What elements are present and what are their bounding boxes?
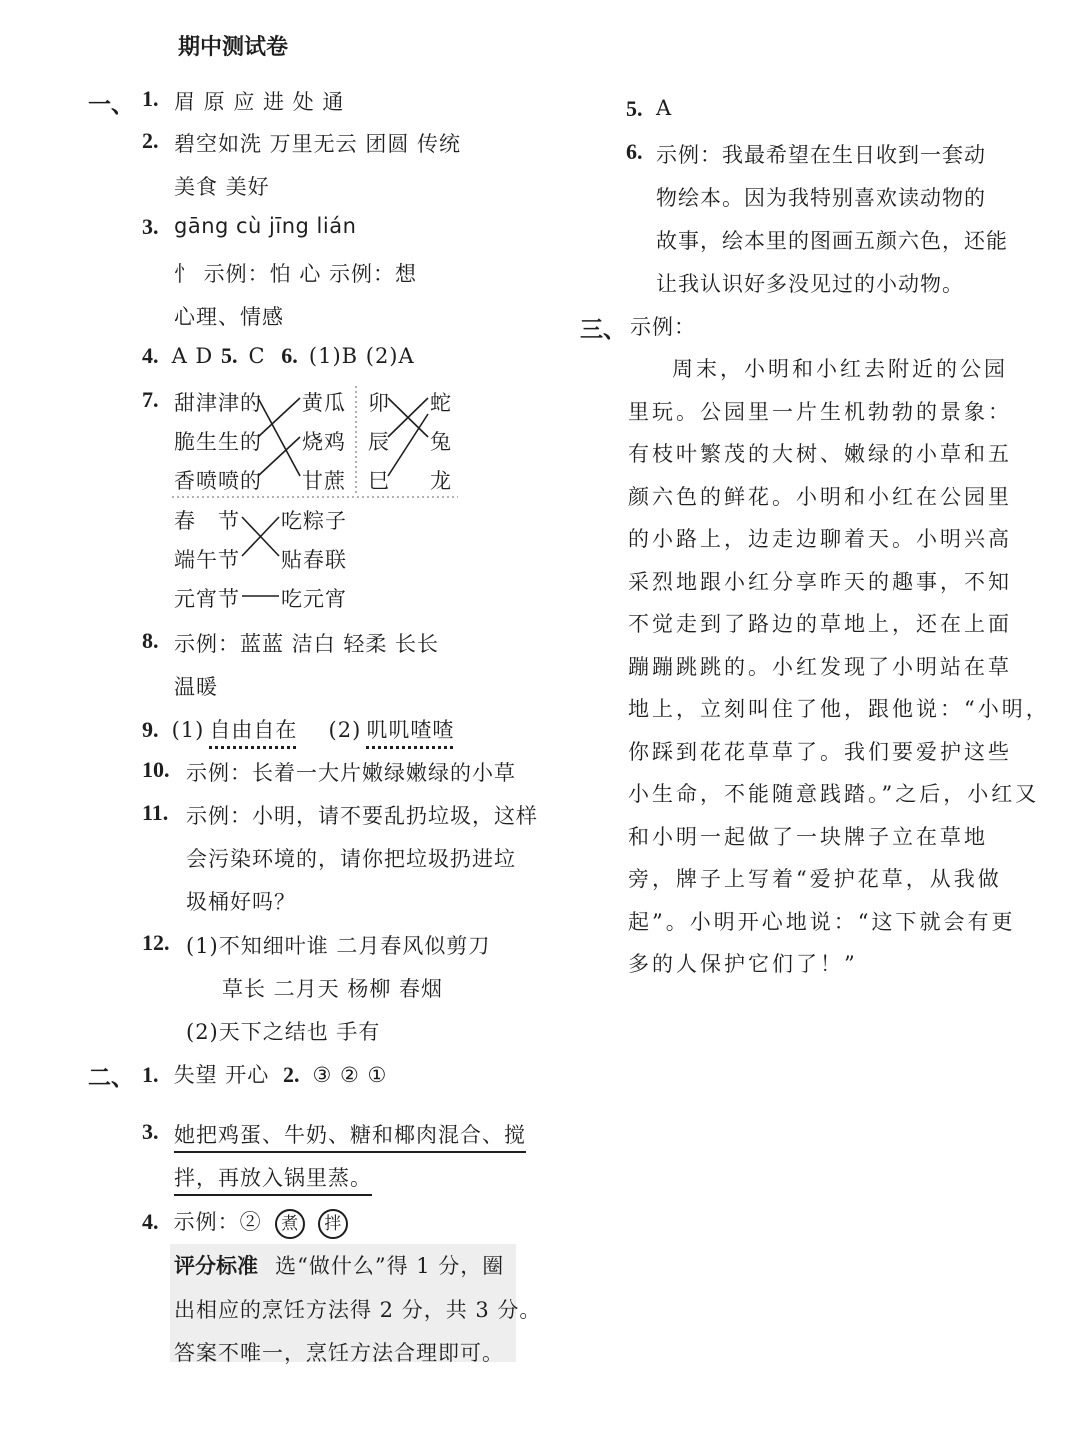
essay-line-12: 和小明一起做了一块牌子立在草地 xyxy=(628,825,988,849)
q5-number: 5. xyxy=(220,343,238,368)
q6-right-line4: 让我认识好多没见过的小动物。 xyxy=(656,272,964,296)
s2-q2-number: 2. xyxy=(282,1062,300,1087)
q11-answer-line3: 圾桶好吗？ xyxy=(186,890,296,914)
essay-line-4: 颜六色的鲜花。小明和小红在公园里 xyxy=(628,485,1012,509)
q8-answer-line2: 温暖 xyxy=(174,675,218,699)
essay-line-6: 采烈地跟小红分享昨天的趣事，不知 xyxy=(628,570,1012,594)
q7-zodiac-right-2: 兔 xyxy=(430,430,452,454)
q6-right-number: 6. xyxy=(626,139,643,164)
essay-line-5: 的小路上，边走边聊着天。小明兴高 xyxy=(628,527,1012,551)
section-1-label: 一、 xyxy=(88,92,134,118)
q6-answer: (1)B (2)A xyxy=(308,344,415,368)
q10-answer: 示例：长着一大片嫩绿嫩绿的小草 xyxy=(186,761,516,785)
q11-number: 11. xyxy=(142,800,169,825)
q9-part2-answer: 叽叽喳喳 xyxy=(366,718,455,742)
q7-festival-right-3: 吃元宵 xyxy=(281,587,347,611)
s2-q4-number: 4. xyxy=(142,1209,159,1234)
q7-festival-left-1: 春 节 xyxy=(174,509,240,533)
q3-answer-line3: 心理、情感 xyxy=(174,305,284,329)
q4-number: 4. xyxy=(142,343,159,368)
q3-number: 3. xyxy=(142,214,159,239)
match-line xyxy=(258,398,300,437)
s2-q4-answer: 示例：② xyxy=(173,1210,262,1234)
q5-answer: C xyxy=(248,344,274,368)
q1-number: 1. xyxy=(142,86,159,111)
q9-part2-label: (2) xyxy=(328,718,362,742)
section-3-sub: 示例： xyxy=(630,315,696,339)
q4-answer: A D xyxy=(171,344,221,368)
essay-line-8: 蹦蹦跳跳的。小红发现了小明站在草 xyxy=(628,655,1012,679)
q11-answer-line1: 示例：小明，请不要乱扔垃圾，这样 xyxy=(186,804,538,828)
q12-answer-line3: (2)天下之结也 手有 xyxy=(186,1020,381,1044)
s2-q3-answer-line1: 她把鸡蛋、牛奶、糖和椰肉混合、搅 xyxy=(174,1119,526,1153)
section-3-label: 三、 xyxy=(580,317,626,343)
q7-festival-left-2: 端午节 xyxy=(174,548,240,572)
q7-food-right-2: 烧鸡 xyxy=(302,430,346,454)
q2-answer-line1: 碧空如洗 万里无云 团圆 传统 xyxy=(174,132,462,156)
q8-number: 8. xyxy=(142,628,159,653)
q7-festival-right-2: 贴春联 xyxy=(281,548,347,572)
q11-answer-line2: 会污染环境的，请你把垃圾扔进垃 xyxy=(186,847,516,871)
s2-q1-q2-row xyxy=(142,1059,387,1089)
q2-number: 2. xyxy=(142,128,159,153)
match-line xyxy=(258,437,300,476)
q12-number: 12. xyxy=(142,930,170,955)
scoring-line1 xyxy=(174,1250,504,1280)
scoring-label: 评分标准 xyxy=(174,1254,258,1278)
essay-line-7: 不觉走到了路边的草地上，还在上面 xyxy=(628,612,1012,636)
q7-food-right-1: 黄瓜 xyxy=(302,391,346,415)
s2-q4-row xyxy=(142,1206,348,1239)
section-2-label: 二、 xyxy=(88,1065,134,1091)
essay-line-1: 周末，小明和小红去附近的公园 xyxy=(672,357,1008,381)
q7-zodiac-right-1: 蛇 xyxy=(430,391,452,415)
q9-row xyxy=(142,714,454,744)
s2-q3-answer-line2: 拌，再放入锅里蒸。 xyxy=(174,1162,372,1196)
scoring-text-2: 出相应的烹饪方法得 2 分，共 3 分。 xyxy=(174,1298,542,1322)
q6-right-line2: 物绘本。因为我特别喜欢读动物的 xyxy=(656,186,986,210)
q1-answer: 眉 原 应 进 处 通 xyxy=(174,90,345,114)
q8-answer-line1: 示例：蓝蓝 洁白 轻柔 长长 xyxy=(174,632,440,656)
q3-answer-line2: 忄 示例：怕 心 示例：想 xyxy=(174,262,418,286)
q6-right-line1: 示例：我最希望在生日收到一套动 xyxy=(656,143,986,167)
q9-number: 9. xyxy=(142,717,159,742)
essay-line-2: 里玩。公园里一片生机勃勃的景象： xyxy=(628,400,1012,424)
scoring-text-3: 答案不唯一，烹饪方法合理即可。 xyxy=(174,1341,504,1365)
essay-line-10: 你踩到花花草草了。我们要爱护这些 xyxy=(628,740,1012,764)
q9-part1-answer: 自由自在 xyxy=(209,718,298,742)
q5-right-answer: A xyxy=(656,96,673,120)
essay-line-11: 小生命，不能随意践踏。”之后，小红又 xyxy=(628,782,1040,806)
scoring-text-1: 选“做什么”得 1 分，圈 xyxy=(275,1254,505,1278)
q7-food-right-3: 甘蔗 xyxy=(302,469,346,493)
match-line xyxy=(258,398,300,476)
s2-q4-circled-1: 煮 xyxy=(275,1209,305,1239)
s2-q1-answer: 失望 开心 xyxy=(173,1063,277,1087)
page-title: 期中测试卷 xyxy=(178,35,289,60)
s2-q2-answer: ③ ② ① xyxy=(312,1063,388,1087)
q5-right-number: 5. xyxy=(626,96,643,121)
q12-answer-line1: (1)不知细叶谁 二月春风似剪刀 xyxy=(186,934,491,958)
s2-q4-circled-2: 拌 xyxy=(318,1209,348,1239)
essay-line-13: 旁，牌子上写着“爱护花草，从我做 xyxy=(628,867,1002,891)
essay-line-15: 多的人保护它们了！” xyxy=(628,952,858,976)
q9-part1-label: (1) xyxy=(171,718,205,742)
q7-food-left-3: 香喷喷的 xyxy=(174,469,262,493)
q7-zodiac-left-2: 辰 xyxy=(368,430,390,454)
q6-number: 6. xyxy=(281,343,298,368)
q7-food-left-2: 脆生生的 xyxy=(174,430,262,454)
q7-zodiac-left-3: 巳 xyxy=(368,469,390,493)
essay-line-3: 有枝叶繁茂的大树、嫩绿的小草和五 xyxy=(628,442,1012,466)
q7-zodiac-right-3: 龙 xyxy=(430,469,452,493)
q10-number: 10. xyxy=(142,757,170,782)
q7-food-left-1: 甜津津的 xyxy=(174,391,262,415)
essay-line-14: 起”。小明开心地说：“这下就会有更 xyxy=(628,910,1016,934)
q2-answer-line2: 美食 美好 xyxy=(174,175,270,199)
q3-pinyin: gāng cù jīng lián xyxy=(174,214,357,238)
match-line xyxy=(388,414,428,476)
q6-right-line3: 故事，绘本里的图画五颜六色，还能 xyxy=(656,229,1008,253)
q7-zodiac-left-1: 卯 xyxy=(368,391,390,415)
q7-festival-right-1: 吃粽子 xyxy=(281,509,347,533)
q12-answer-line2: 草长 二月天 杨柳 春烟 xyxy=(222,977,444,1001)
s2-q3-number: 3. xyxy=(142,1119,159,1144)
q7-number: 7. xyxy=(142,387,159,412)
essay-line-9: 地上，立刻叫住了他，跟他说：“小明， xyxy=(628,697,1050,721)
s2-q1-number: 1. xyxy=(142,1062,159,1087)
q7-festival-left-3: 元宵节 xyxy=(174,587,240,611)
